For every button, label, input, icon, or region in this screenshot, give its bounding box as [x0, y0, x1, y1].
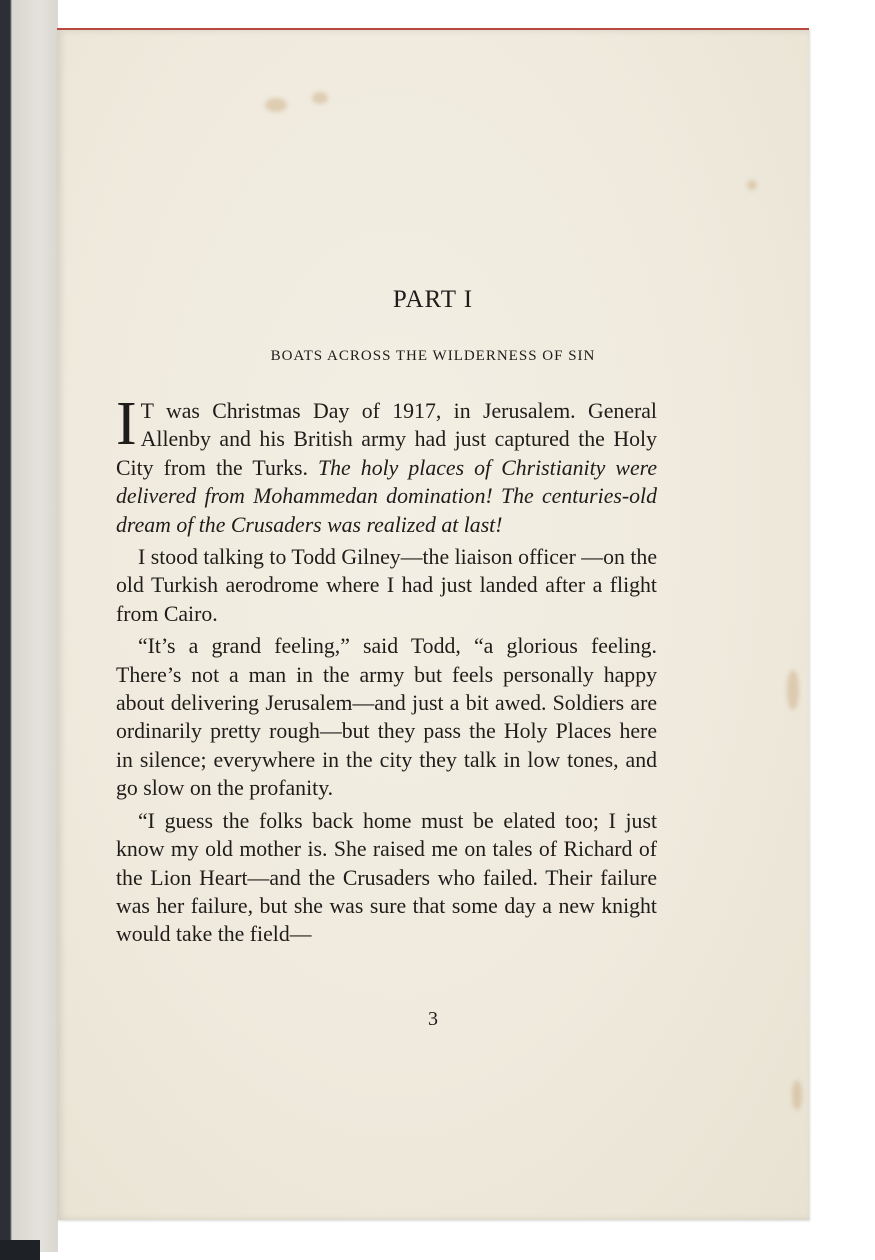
cover-corner — [0, 1240, 40, 1260]
part-title: PART I — [392, 286, 474, 313]
foxing-stain — [792, 1080, 802, 1110]
foxing-stain — [312, 92, 328, 104]
paragraph: “I guess the folks back home must be elated too; I just know my old mother is. She raised me on tales of Richard of the Lion Heart—and the Crusaders who failed. Their failure was her failure, but she was sure that some day a new knight would take the field— — [116, 808, 657, 947]
foxing-stain — [265, 98, 287, 112]
paragraph-text: T was Christmas Day of 1917, in Jerusalem. General Allenby and his British army had just captured the Holy City from the Turks. — [116, 399, 657, 480]
page-number: 3 — [428, 1008, 438, 1030]
cover-edge — [0, 0, 10, 1252]
drop-cap: I — [116, 390, 137, 458]
book-page — [57, 28, 809, 1220]
paragraph: “It’s a grand feeling,” said Todd, “a glorious feeling. There’s not a man in the army but feels personally happy about delivering Jerusalem—and just a bit awed. Soldiers are ordinarily pretty rough—but they pass the Holy Places here in silence; everywhere in the city they talk in low tones, and go slow on the profanity. — [116, 634, 657, 801]
italic-text: The holy places of Christianity were delivered from Mohammedan domination! The centuries-old dream of the Crusaders was realized at last! — [116, 455, 657, 537]
chapter-title: BOATS ACROSS THE WILDERNESS OF SIN — [270, 348, 596, 364]
foxing-stain — [787, 670, 799, 710]
paragraph: I stood talking to Todd Gilney—the liaison officer —on the old Turkish aerodrome where I had just landed after a flight from Cairo. — [116, 545, 657, 626]
body-text — [116, 390, 657, 949]
foxing-stain — [747, 180, 757, 190]
paragraph — [116, 390, 657, 539]
